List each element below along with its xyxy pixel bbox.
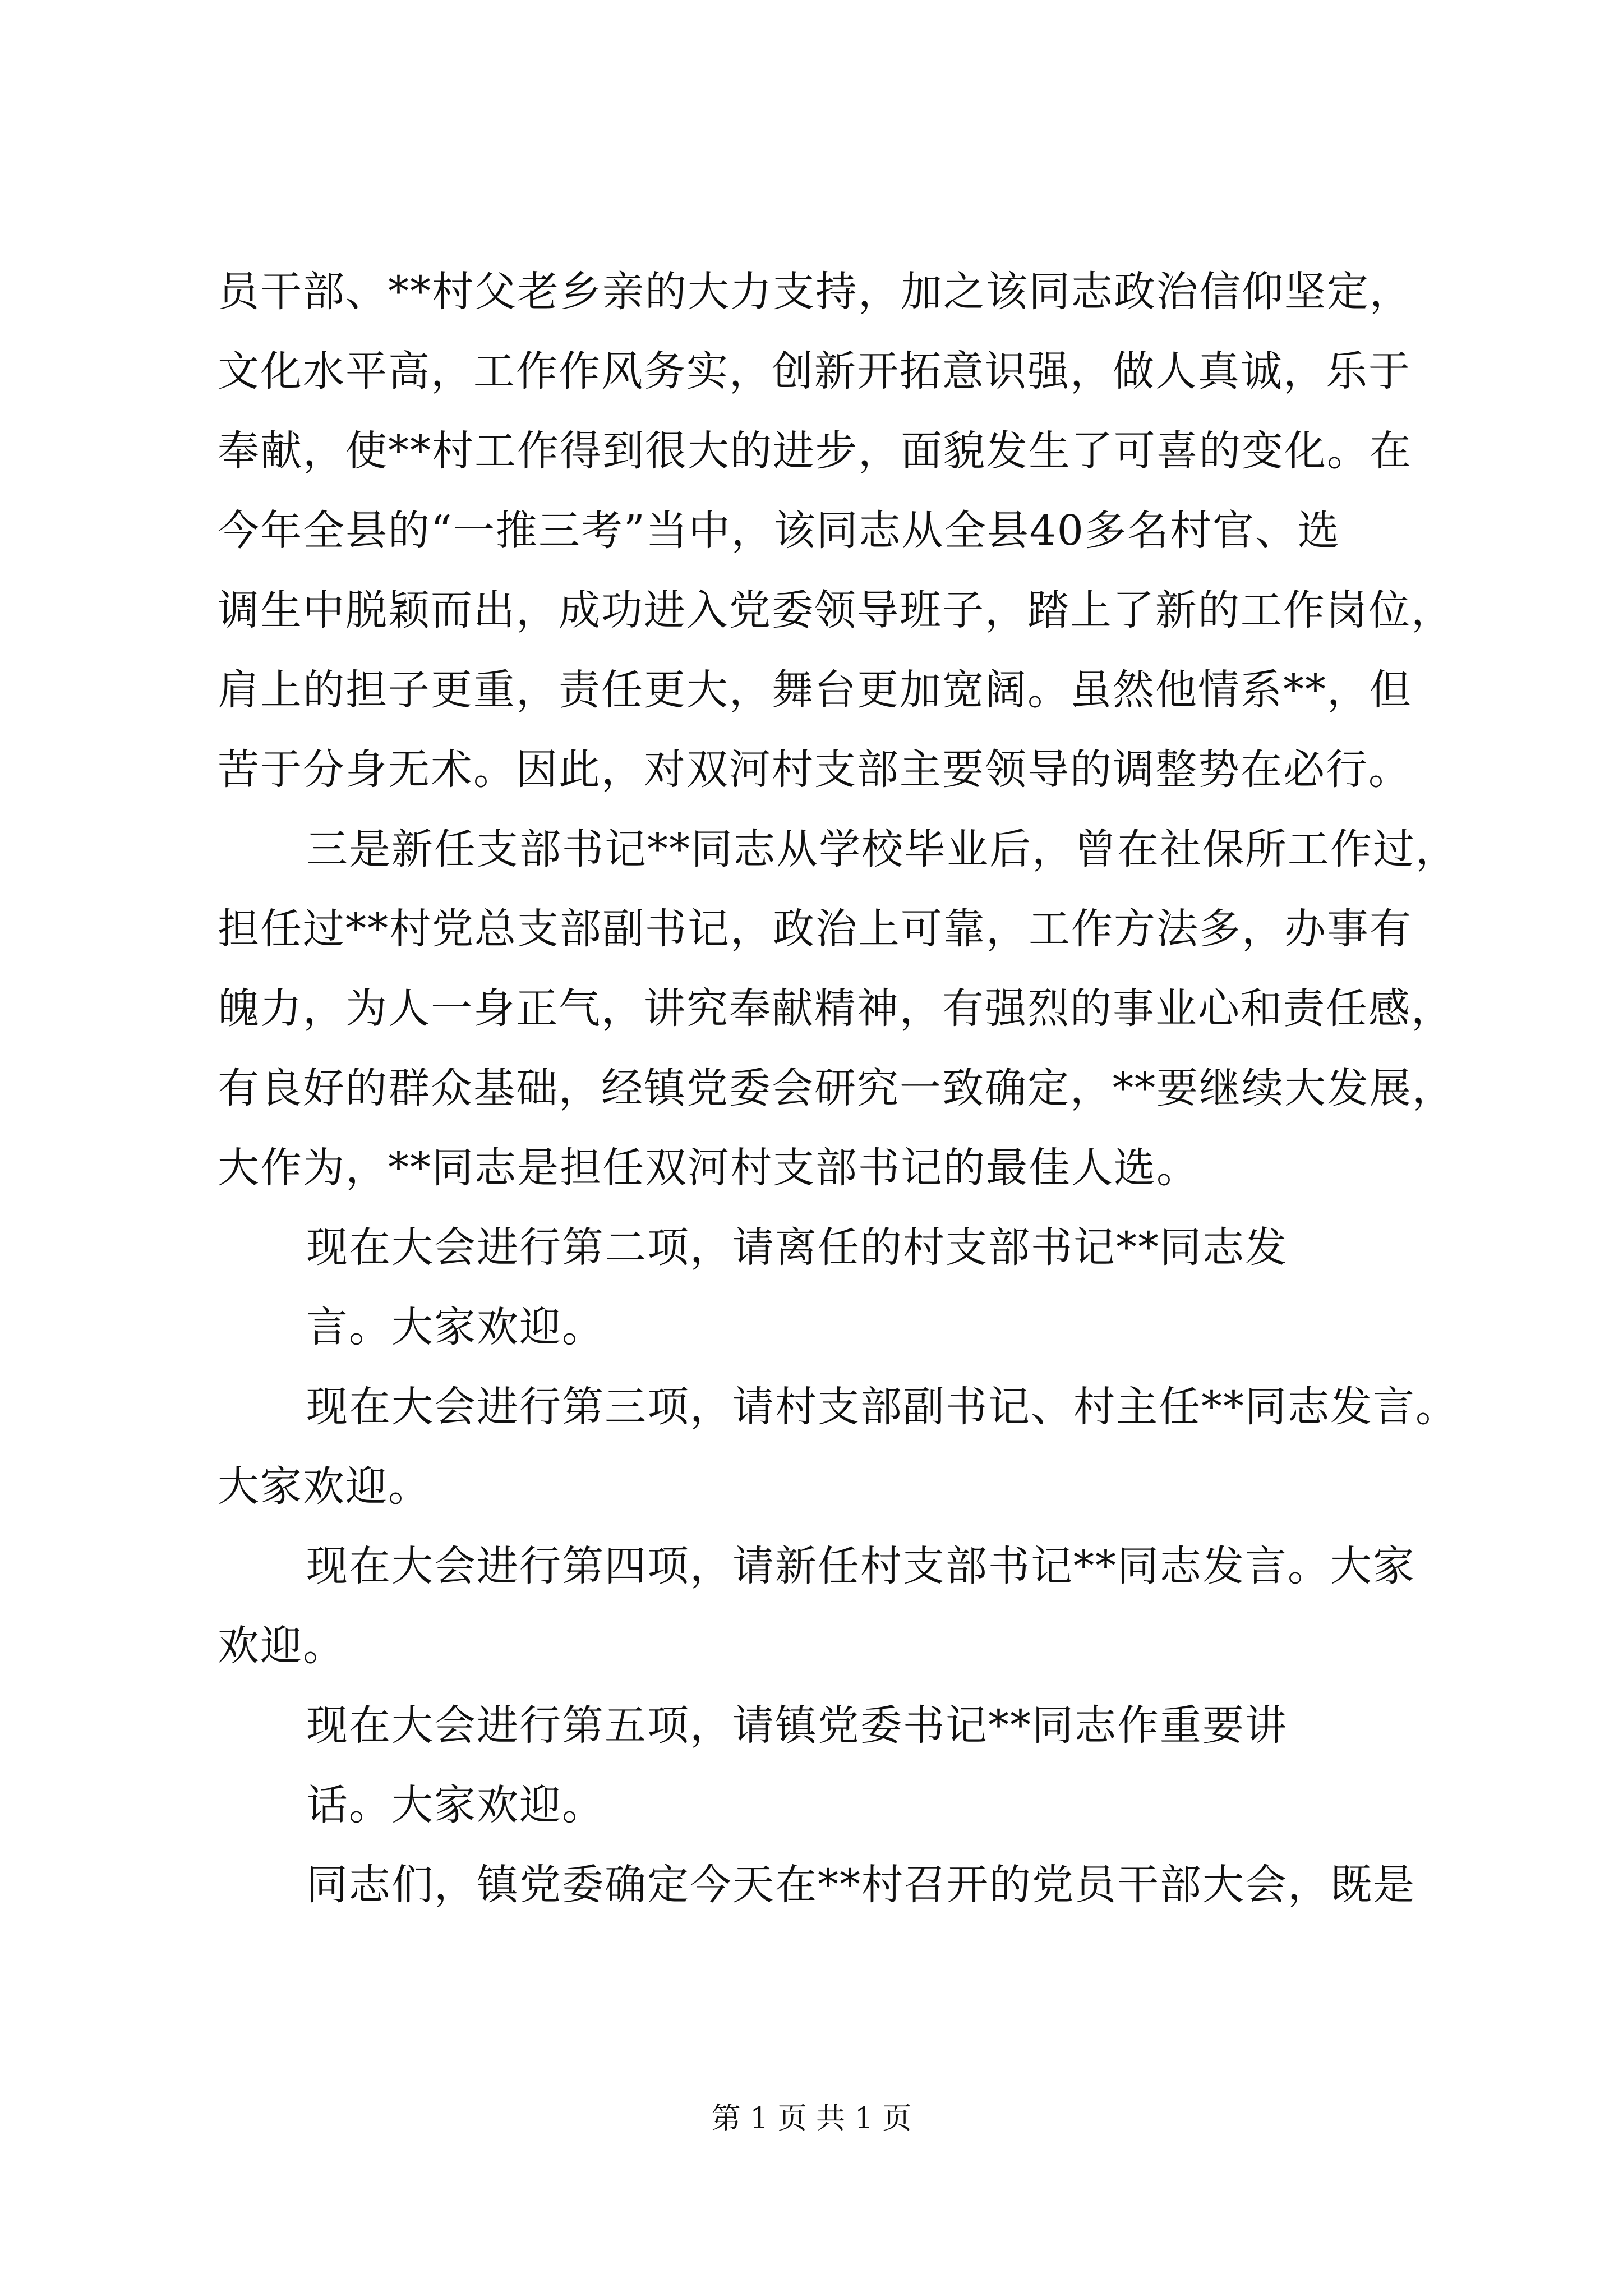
text-line: 现在大会进行第五项，请镇党委书记**同志作重要讲 [306, 1701, 1288, 1750]
text-line: 同志们，镇党委确定今天在**村召开的党员干部大会，既是 [306, 1861, 1415, 1909]
text-line: 三是新任支部书记**同志从学校毕业后，曾在社保所工作过， [306, 825, 1458, 873]
text-line: 担任过**村党总支部副书记，政治上可靠，工作方法多，办事有 [218, 905, 1412, 953]
text-line: 奉献，使**村工作得到很大的进步，面貌发生了可喜的变化。在 [218, 427, 1412, 475]
text-line: 调生中脱颖而出，成功进入党委领导班子，踏上了新的工作岗位， [218, 586, 1454, 634]
text-line: 有良好的群众基础，经镇党委会研究一致确定，**要继续大发展， [218, 1064, 1455, 1112]
text-line: 苦于分身无术。因此，对双河村支部主要领导的调整势在必行。 [218, 746, 1411, 794]
text-line: 魄力，为人一身正气，讲究奉献精神，有强烈的事业心和责任感， [218, 984, 1454, 1033]
text-line: 话。大家欢迎。 [306, 1781, 605, 1829]
text-line: 大家欢迎。 [218, 1462, 431, 1511]
text-line: 现在大会进行第四项，请新任村支部书记**同志发言。大家 [306, 1542, 1415, 1590]
text-line: 今年全县的“一推三考”当中，该同志从全县40多名村官、选 [218, 507, 1340, 555]
text-line: 大作为，**同志是担任双河村支部书记的最佳人选。 [218, 1144, 1199, 1192]
text-line: 现在大会进行第三项，请村支部副书记、村主任**同志发言。 [306, 1383, 1458, 1431]
page-footer: 第 1 页 共 1 页 [711, 2102, 912, 2136]
text-line: 欢迎。 [218, 1622, 345, 1670]
text-line: 肩上的担子更重，责任更大，舞台更加宽阔。虽然他情系**，但 [218, 666, 1412, 714]
text-line: 员干部、**村父老乡亲的大力支持，加之该同志政治信仰坚定， [218, 268, 1412, 316]
text-line: 现在大会进行第二项，请离任的村支部书记**同志发 [306, 1223, 1288, 1272]
text-line: 文化水平高，工作作风务实，创新开拓意识强，做人真诚，乐于 [218, 347, 1411, 395]
text-line: 言。大家欢迎。 [306, 1303, 605, 1351]
